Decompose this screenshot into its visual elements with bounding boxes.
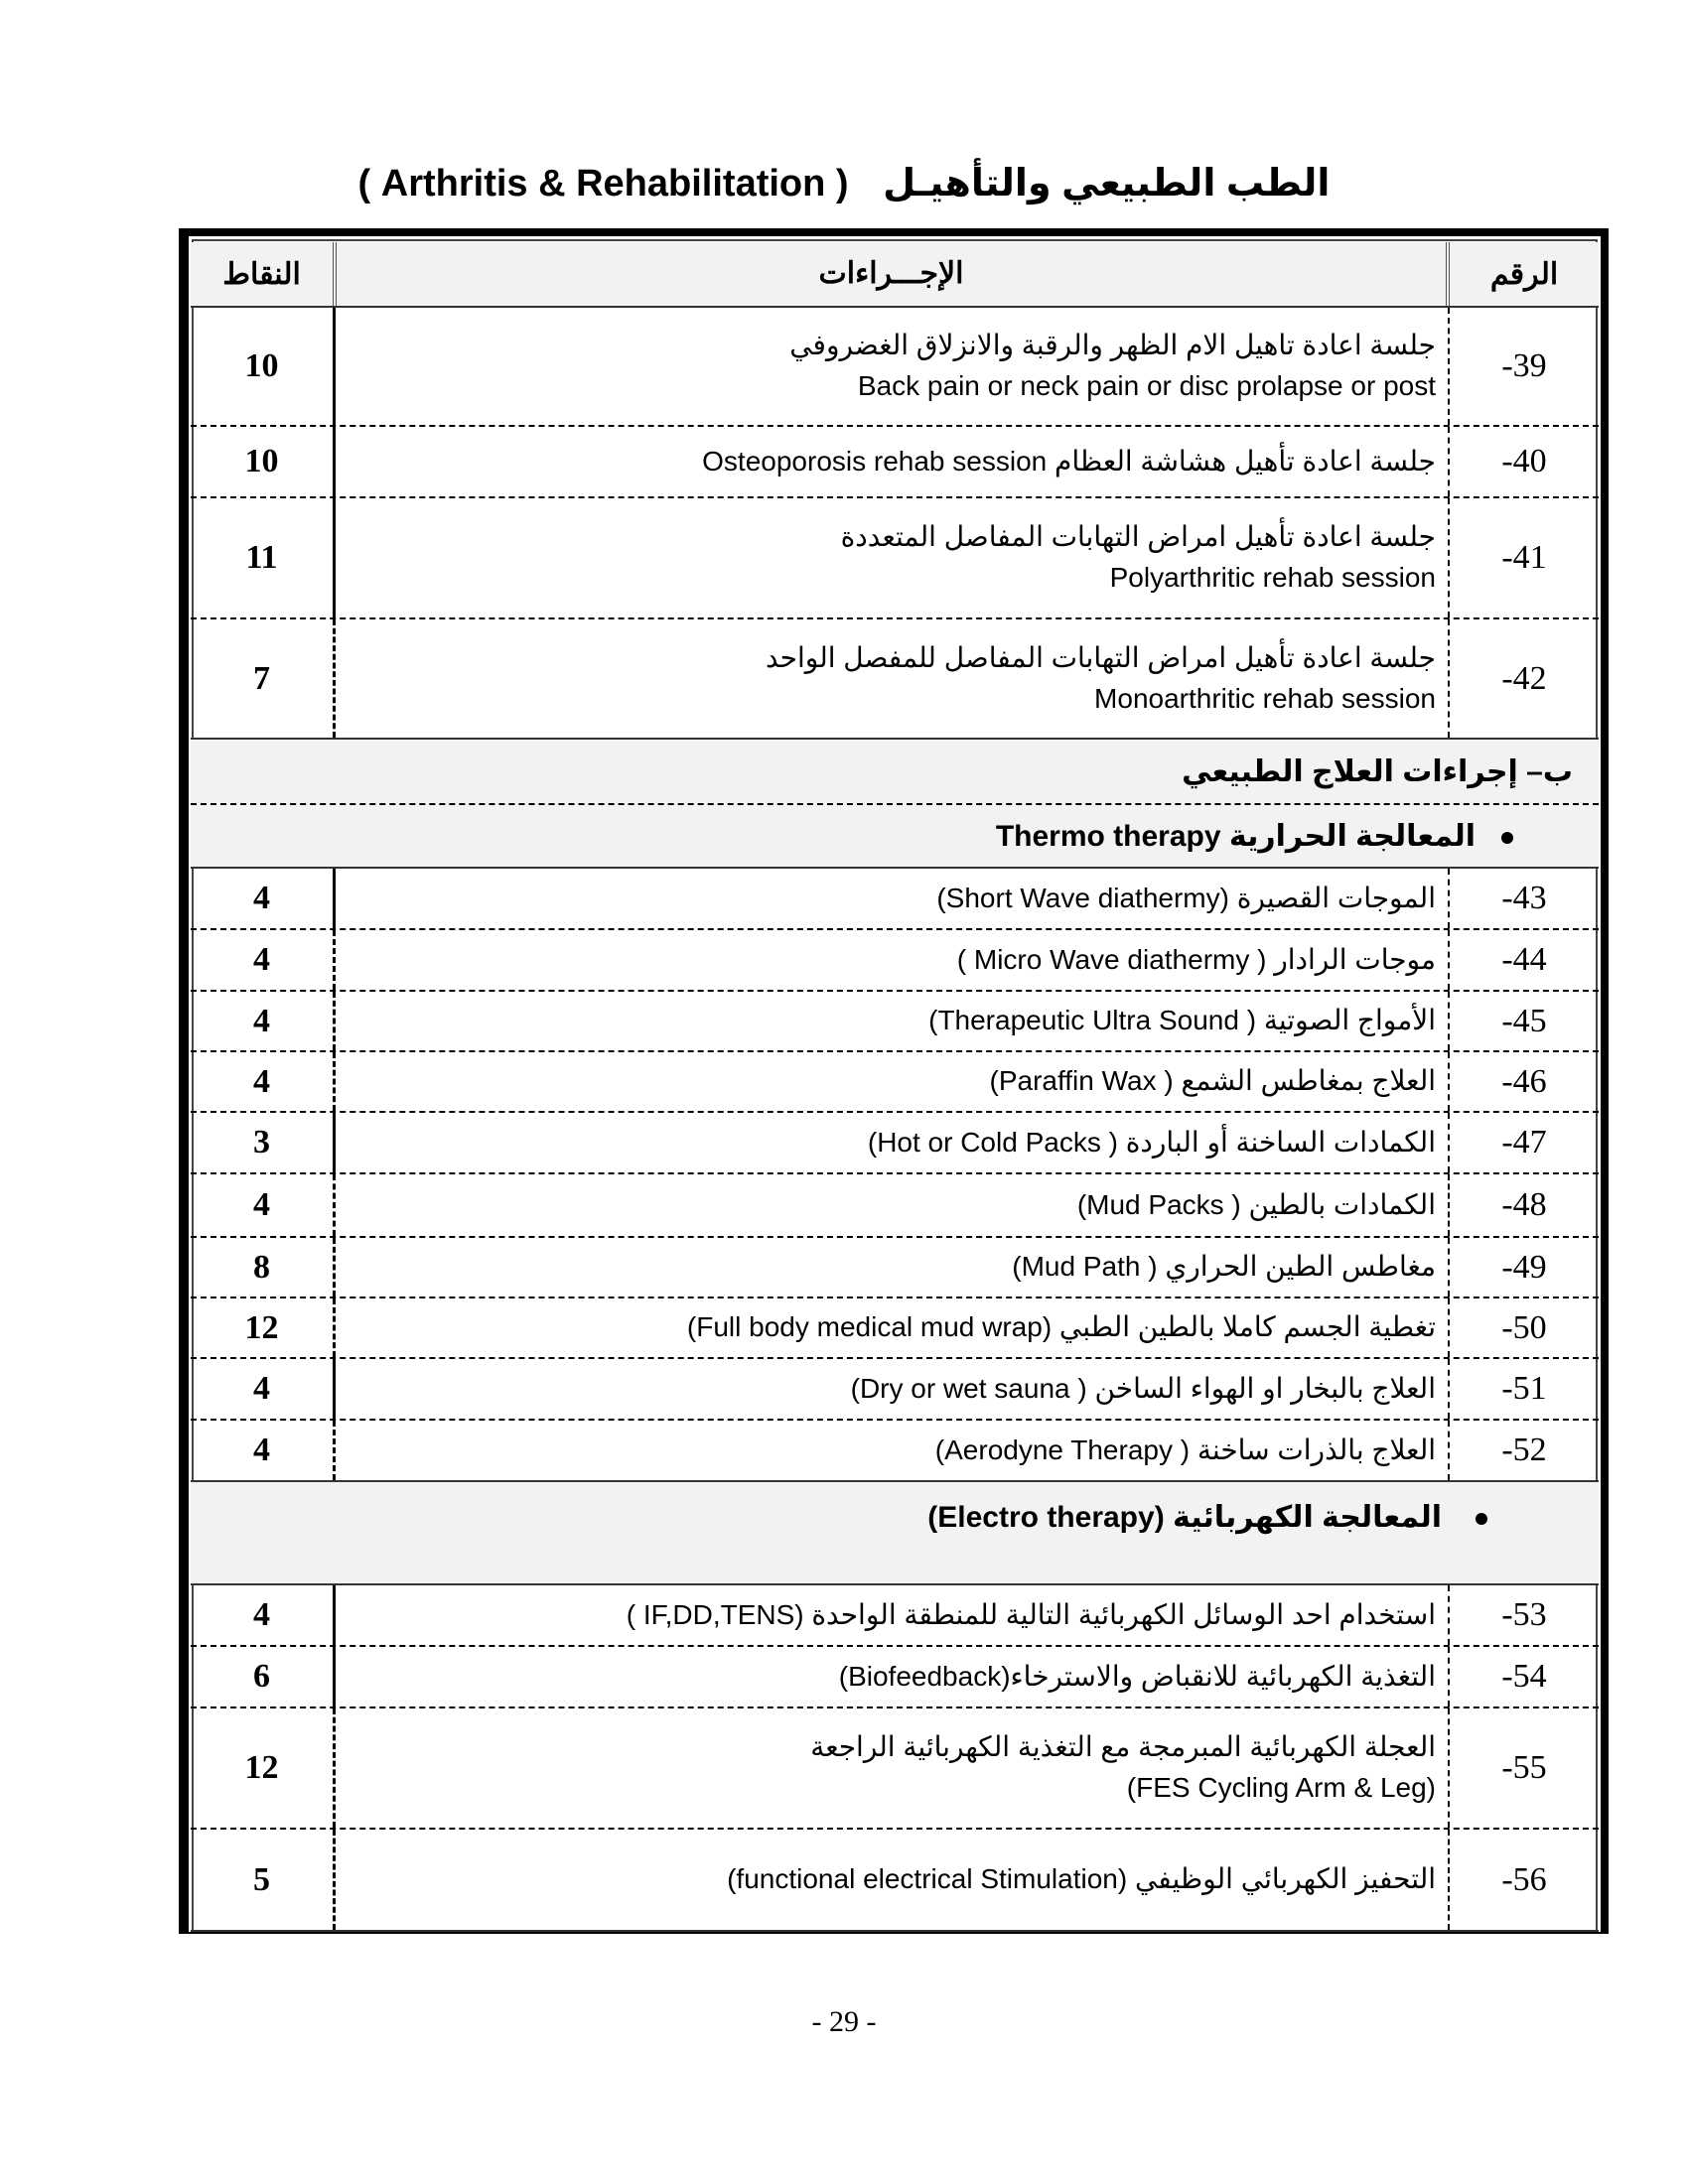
procedure-cell: استخدام احد الوسائل الكهربائية التالية للمنطقة الواحدة (IF,DD,TENS ) xyxy=(333,1585,1450,1645)
points-cell: 8 xyxy=(253,1248,270,1286)
table-row xyxy=(191,992,1599,1052)
header-procedure: الإجـــراءات xyxy=(333,242,1450,306)
procedure-cell: جلسة اعادة تاهيل الام الظهر والرقبة والانزلاق الغضروفي Back pain or neck pain or disc prolapse or post xyxy=(333,308,1450,425)
procedure-cell: موجات الرادار ( Micro Wave diathermy ) xyxy=(333,930,1450,990)
procedure-cell: الموجات القصيرة (Short Wave diathermy) xyxy=(333,869,1450,928)
number-cell: -47 xyxy=(1501,1124,1547,1160)
title-english: ( Arthritis & Rehabilitation ) xyxy=(357,163,849,205)
number-cell: -53 xyxy=(1501,1596,1547,1633)
number-cell: -48 xyxy=(1501,1186,1547,1223)
procedure-cell: الكمادات بالطين ( Mud Packs) xyxy=(333,1174,1450,1236)
procedure-cell: جلسة اعادة تأهيل هشاشة العظام Osteoporosis rehab session xyxy=(333,427,1450,496)
table-row xyxy=(191,1585,1599,1647)
points-cell: 10 xyxy=(244,443,279,479)
number-cell: -51 xyxy=(1501,1370,1547,1407)
number-cell: -54 xyxy=(1501,1658,1547,1695)
electro-title: المعالجة الكهربائية (Electro therapy) xyxy=(927,1501,1442,1534)
procedure-cell: التحفيز الكهربائي الوظيفي (functional electrical Stimulation) xyxy=(333,1830,1450,1930)
points-cell: 11 xyxy=(245,539,278,576)
thermo-title: المعالجة الحرارية Thermo therapy xyxy=(995,819,1476,853)
table-row xyxy=(191,308,1599,427)
header-points: النقاط xyxy=(222,257,301,291)
table-row xyxy=(191,869,1599,930)
procedure-cell: تغطية الجسم كاملا بالطين الطبي (Full body medical mud wrap) xyxy=(333,1298,1450,1357)
number-cell: -42 xyxy=(1501,659,1547,697)
points-cell: 4 xyxy=(253,880,270,916)
subsection-electro-therapy xyxy=(191,1482,1599,1585)
points-cell: 12 xyxy=(244,1308,279,1346)
table-row xyxy=(191,1298,1599,1359)
table-row xyxy=(191,1647,1599,1708)
table-row xyxy=(191,1708,1599,1830)
number-cell: -39 xyxy=(1501,347,1547,384)
procedure-cell: العلاج بمغاطس الشمع ( Paraffin Wax) xyxy=(333,1052,1450,1111)
number-cell: -43 xyxy=(1501,880,1547,916)
subsection-thermo-therapy xyxy=(191,805,1599,869)
table-row xyxy=(191,930,1599,992)
table-row xyxy=(191,1113,1599,1174)
number-cell: -55 xyxy=(1501,1749,1547,1786)
section-b-title: ب– إجراءات العلاج الطبيعي xyxy=(1182,754,1573,788)
number-cell: -41 xyxy=(1501,539,1547,576)
points-cell: 4 xyxy=(253,1062,270,1100)
table-row xyxy=(191,1359,1599,1421)
procedure-cell: الكمادات الساخنة أو الباردة ( Hot or Cold Packs) xyxy=(333,1113,1450,1172)
number-cell: -44 xyxy=(1501,941,1547,978)
number-cell: -50 xyxy=(1501,1308,1547,1346)
points-cell: 4 xyxy=(253,1596,270,1633)
table-row xyxy=(191,1174,1599,1238)
number-cell: -46 xyxy=(1501,1062,1547,1100)
points-cell: 4 xyxy=(253,1370,270,1407)
title-arabic: الطب الطبيعي والتأهيـل xyxy=(883,163,1331,205)
procedure-cell: العلاج بالبخار او الهواء الساخن ( Dry or wet sauna) xyxy=(333,1359,1450,1419)
points-cell: 7 xyxy=(253,659,270,697)
table-row xyxy=(191,1052,1599,1113)
procedure-cell: التغذية الكهربائية للانقباض والاسترخاء(Biofeedback) xyxy=(333,1647,1450,1706)
number-cell: -40 xyxy=(1501,443,1547,479)
procedure-cell: الأمواج الصوتية ( Therapeutic Ultra Sound) xyxy=(333,992,1450,1050)
points-cell: 4 xyxy=(253,1186,270,1223)
points-cell: 5 xyxy=(253,1860,270,1898)
procedure-cell: جلسة اعادة تأهيل امراض التهابات المفاصل المتعددة Polyarthritic rehab session xyxy=(333,498,1450,617)
table-row xyxy=(191,498,1599,619)
procedure-cell: مغاطس الطين الحراري ( Mud Path) xyxy=(333,1238,1450,1297)
header-number: الرقم xyxy=(1489,257,1559,291)
points-cell: 3 xyxy=(253,1124,270,1160)
number-cell: -45 xyxy=(1501,1002,1547,1039)
section-heading-physical-therapy xyxy=(191,740,1599,805)
points-cell: 4 xyxy=(253,941,270,978)
points-cell: 6 xyxy=(253,1658,270,1695)
number-cell: -56 xyxy=(1501,1860,1547,1898)
page-number: - 29 - xyxy=(811,2005,877,2038)
points-cell: 4 xyxy=(253,1432,270,1468)
table-row xyxy=(191,1421,1599,1482)
points-cell: 12 xyxy=(244,1749,279,1786)
table-row xyxy=(191,427,1599,498)
points-cell: 4 xyxy=(253,1002,270,1039)
page-title xyxy=(0,161,1688,220)
number-cell: -49 xyxy=(1501,1248,1547,1286)
procedure-cell: العلاج بالذرات ساخنة ( Aerodyne Therapy) xyxy=(333,1421,1450,1480)
number-cell: -52 xyxy=(1501,1432,1547,1468)
table-row xyxy=(191,1238,1599,1298)
points-cell: 10 xyxy=(244,347,279,384)
bullet-icon xyxy=(1476,1513,1487,1525)
procedure-cell: العجلة الكهربائية المبرمجة مع التغذية الكهربائية الراجعة (FES Cycling Arm & Leg) xyxy=(333,1708,1450,1828)
bullet-icon xyxy=(1501,832,1513,844)
procedure-cell: جلسة اعادة تأهيل امراض التهابات المفاصل للمفصل الواحد Monoarthritic rehab session xyxy=(333,619,1450,738)
table-row xyxy=(191,619,1599,740)
table-row xyxy=(191,1830,1599,1932)
table-header-row xyxy=(191,242,1599,308)
